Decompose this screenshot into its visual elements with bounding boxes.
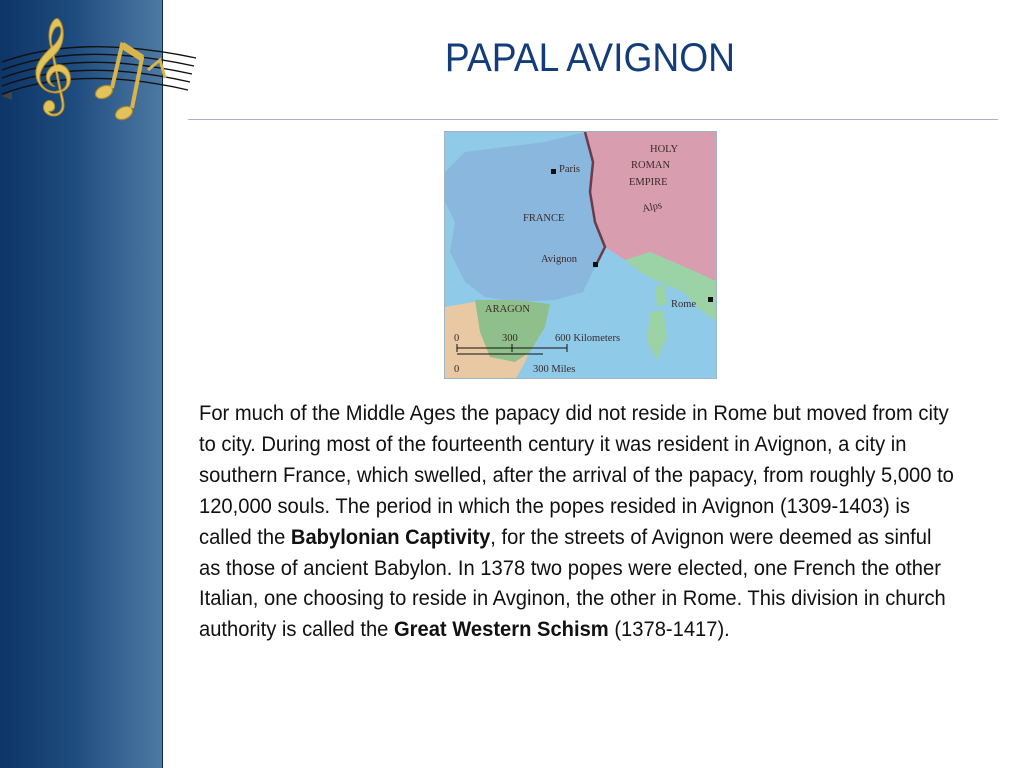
map-label-empire: EMPIRE [629,177,668,188]
scale-km-600: 600 Kilometers [555,333,621,344]
body-paragraph [199,399,957,646]
paragraph-text-3: (1378-1417). [608,618,730,642]
map-corsica [655,284,667,307]
map-label-rome: Rome [671,299,697,310]
scale-mi-0: 0 [454,364,460,375]
map-label-roman: ROMAN [631,160,671,171]
map-label-france: FRANCE [523,213,565,224]
map-label-paris: Paris [559,164,580,175]
slide-title: PAPAL AVIGNON [444,36,736,80]
avignon-marker-icon [593,262,598,267]
treble-clef-icon [26,17,74,116]
map-image [444,131,717,379]
scale-km-300: 300 [502,333,518,344]
music-notes-decoration [0,0,200,130]
map-label-aragon: ARAGON [485,304,530,315]
term-babylonian-captivity: Babylonian Captivity [290,525,491,549]
svg-text:𝄞: 𝄞 [26,17,75,112]
map-label-avignon: Avignon [541,254,577,265]
rome-marker-icon [708,297,713,302]
paragraph-text-2: , for the streets of Avignon were deemed as sinful as those of ancient Babylon. In 1378 two popes were elected, one French the other Italian, one choosing to reside in Avginon, the other in Rome. This division in church authority is called the [199,525,946,642]
map-label-alps: Alps [641,200,664,215]
scale-km-0: 0 [454,333,460,344]
scale-mi-300: 300 Miles [533,364,576,375]
paragraph-text-1: For much of the Middle Ages the papacy did not reside in Rome but moved from city to city. During most of the fourteenth century it was resident in Avignon, a city in southern France, which swelled, after the arrival of the papacy, from roughly 5,000 to 120,000 souls. The period in which the popes resided in Avignon (1309-1403) is called the [199,402,954,549]
map-label-holy: HOLY [650,144,679,155]
title-divider [188,119,998,120]
term-great-western-schism: Great Western Schism [393,618,609,642]
paris-marker-icon [551,169,556,174]
